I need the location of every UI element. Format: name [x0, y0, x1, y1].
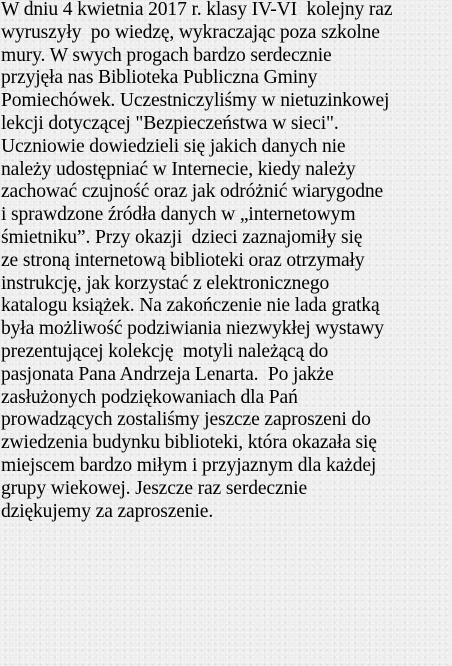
text-line: Pomiechówek. Uczestniczyliśmy w nietuzinkowej	[1, 90, 390, 112]
text-line: należy udostępniać w Internecie, kiedy należy	[1, 158, 356, 180]
text-line: wyruszyły po wiedzę, wykraczając poza szkolne	[1, 21, 380, 43]
text-line: ze stroną internetową biblioteki oraz otrzymały	[1, 249, 365, 271]
text-line: Uczniowie dowiedzieli się jakich danych nie	[1, 135, 346, 157]
text-line: dziękujemy za zaproszenie.	[1, 500, 214, 522]
text-line: śmietniku”. Przy okazji dzieci zaznajomiły się	[1, 226, 363, 248]
text-line: katalogu książek. Na zakończenie nie lada gratką	[1, 295, 380, 317]
text-line: W dniu 4 kwietnia 2017 r. klasy IV-VI kolejny raz	[1, 0, 393, 20]
text-line: była możliwość podziwiania niezwykłej wystawy	[1, 318, 384, 340]
text-line: mury. W swych progach bardzo serdecznie	[1, 44, 332, 66]
text-line: zachować czujność oraz jak odróżnić wiarygodne	[1, 181, 384, 203]
text-line: i sprawdzone źródła danych w „internetowym	[1, 204, 356, 226]
text-line: pasjonata Pana Andrzeja Lenarta. Po jakże	[1, 363, 334, 385]
text-line: instrukcję, jak korzystać z elektronicznego	[1, 272, 330, 294]
text-line: zasłużonych podziękowaniach dla Pań	[1, 386, 298, 408]
text-line: grupy wiekowej. Jeszcze raz serdecznie	[1, 477, 308, 499]
text-line: miejscem bardzo miłym i przyjaznym dla każdej	[1, 454, 377, 476]
text-line: prowadzących zostaliśmy jeszcze zaproszeni do	[1, 409, 371, 431]
text-line: lekcji dotyczącej "Bezpieczeństwa w sieci".	[1, 112, 339, 134]
text-line: zwiedzenia budynku biblioteki, która okazała się	[1, 432, 377, 454]
text-line: przyjęła nas Biblioteka Publiczna Gminy	[1, 67, 318, 89]
text-line: prezentującej kolekcję motyli należącą do	[1, 340, 329, 362]
